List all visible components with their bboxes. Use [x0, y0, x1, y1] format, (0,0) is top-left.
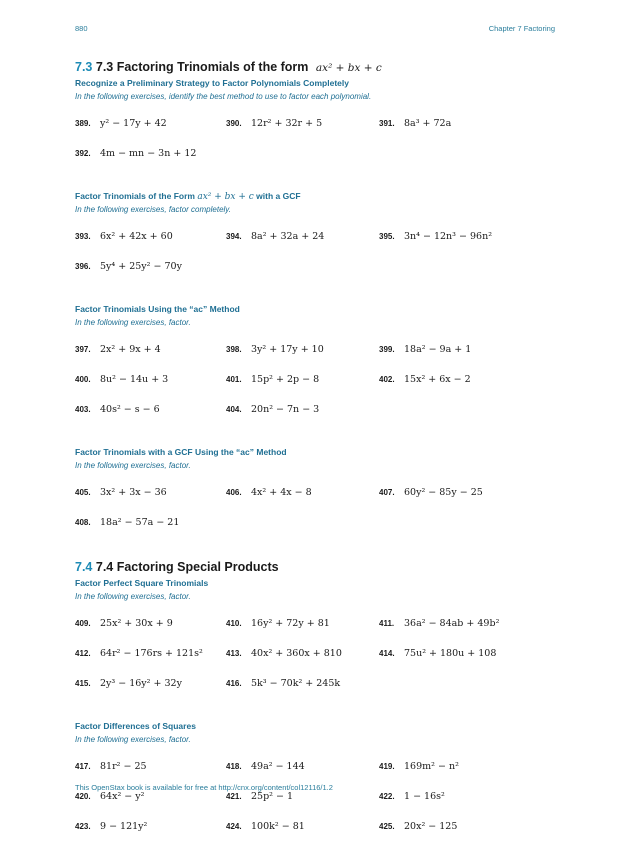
exercise-row	[75, 643, 555, 673]
instructions: In the following exercises, identify the best method to use to factor each polynomial.	[75, 92, 372, 101]
exercise-number: 395.	[379, 232, 395, 241]
exercise-grid	[75, 613, 555, 719]
exercise-expression: 25p² − 1	[251, 791, 294, 802]
exercise-item	[379, 482, 483, 500]
page-header	[75, 24, 555, 38]
exercise-item	[379, 816, 457, 834]
exercise-expression: 3x² + 3x − 36	[100, 487, 167, 498]
subsection-title	[75, 189, 555, 203]
exercise-expression: 20x² − 125	[404, 821, 458, 832]
exercise-expression: 2x² + 9x + 4	[100, 344, 161, 355]
exercise-item	[379, 369, 471, 387]
exercise-grid	[75, 756, 555, 862]
exercise-number: 393.	[75, 232, 91, 241]
instructions: In the following exercises, factor.	[75, 592, 191, 601]
exercise-number: 401.	[226, 375, 242, 384]
exercise-item	[75, 339, 161, 357]
exercise-number: 417.	[75, 762, 91, 771]
exercise-item	[75, 613, 173, 631]
exercise-item	[226, 482, 312, 500]
exercise-expression: 36a² − 84ab + 49b²	[404, 618, 500, 629]
exercise-expression: 100k² − 81	[251, 821, 305, 832]
exercise-expression: 16y² + 72y + 81	[251, 618, 330, 629]
exercise-expression: 75u² + 180u + 108	[404, 648, 497, 659]
exercise-number: 414.	[379, 649, 395, 658]
exercise-expression: 40s² − s − 6	[100, 404, 160, 415]
exercise-expression: 40x² + 360x + 810	[251, 648, 342, 659]
exercise-expression: 81r² − 25	[100, 761, 147, 772]
exercise-item	[75, 756, 147, 774]
exercise-number: 410.	[226, 619, 242, 628]
exercise-number: 423.	[75, 822, 91, 831]
exercise-item	[75, 643, 203, 661]
section-heading: 7.3 Factoring Trinomials of the form	[95, 60, 309, 74]
exercise-expression: 15p² + 2p − 8	[251, 374, 320, 385]
exercise-item	[226, 399, 319, 417]
exercise-row	[75, 512, 555, 542]
subsection-title-text: Factor Trinomials of the Form	[75, 191, 195, 201]
exercise-grid	[75, 113, 555, 189]
exercise-expression: 12r² + 32r + 5	[251, 118, 323, 129]
exercise-expression: 3n⁴ − 12n³ − 96n²	[404, 231, 493, 242]
exercise-expression: 64x² − y²	[100, 791, 145, 802]
exercise-grid	[75, 226, 555, 302]
section-math: ax² + bx + c	[315, 62, 382, 74]
exercise-row	[75, 113, 555, 143]
exercise-row	[75, 143, 555, 173]
exercise-item	[226, 113, 322, 131]
page-number: 880	[75, 24, 88, 33]
exercise-number: 392.	[75, 149, 91, 158]
subsection-title: Recognize a Preliminary Strategy to Factor Polynomials Completely	[75, 78, 349, 88]
exercise-grid	[75, 482, 555, 558]
exercise-grid	[75, 339, 555, 445]
exercise-expression: 49a² − 144	[251, 761, 305, 772]
exercise-row	[75, 399, 555, 429]
exercise-row	[75, 339, 555, 369]
subsection-math: ax² + bx + c	[197, 192, 254, 202]
exercise-item	[379, 226, 492, 244]
instructions: In the following exercises, factor completely.	[75, 205, 231, 214]
exercise-expression: 6x² + 42x + 60	[100, 231, 173, 242]
exercise-number: 402.	[379, 375, 395, 384]
exercise-number: 396.	[75, 262, 91, 271]
exercise-item	[75, 256, 182, 274]
section-number: 7.4	[75, 560, 93, 574]
page-content	[75, 58, 555, 862]
exercise-expression: 169m² − n²	[404, 761, 459, 772]
exercise-number: 399.	[379, 345, 395, 354]
exercise-number: 424.	[226, 822, 242, 831]
exercise-item	[75, 399, 160, 417]
section-7-4-title	[75, 558, 555, 576]
exercise-item	[379, 113, 451, 131]
exercise-number: 389.	[75, 119, 91, 128]
exercise-expression: 5k³ − 70k² + 245k	[251, 678, 341, 689]
exercise-number: 422.	[379, 792, 395, 801]
exercise-item	[75, 482, 167, 500]
exercise-number: 412.	[75, 649, 91, 658]
exercise-item	[226, 369, 319, 387]
exercise-number: 411.	[379, 619, 395, 628]
section-number: 7.3	[75, 60, 93, 74]
exercise-number: 421.	[226, 792, 242, 801]
exercise-number: 391.	[379, 119, 395, 128]
exercise-item	[75, 816, 147, 834]
exercise-item	[226, 339, 324, 357]
exercise-expression: 8a² + 32a + 24	[251, 231, 325, 242]
exercise-number: 418.	[226, 762, 242, 771]
exercise-item	[75, 369, 168, 387]
exercise-number: 415.	[75, 679, 91, 688]
exercise-expression: 18a² − 57a − 21	[100, 517, 180, 528]
exercise-expression: 2y³ − 16y² + 32y	[100, 678, 182, 689]
exercise-row	[75, 256, 555, 286]
exercise-number: 420.	[75, 792, 91, 801]
subsection-title-text: with a GCF	[256, 191, 301, 201]
exercise-row	[75, 816, 555, 846]
exercise-item	[226, 816, 305, 834]
exercise-row	[75, 369, 555, 399]
exercise-number: 425.	[379, 822, 395, 831]
exercise-number: 394.	[226, 232, 242, 241]
exercise-item	[379, 643, 496, 661]
exercise-item	[226, 643, 342, 661]
exercise-number: 408.	[75, 518, 91, 527]
exercise-row	[75, 613, 555, 643]
exercise-item	[75, 512, 179, 530]
exercise-item	[379, 756, 459, 774]
instructions: In the following exercises, factor.	[75, 318, 191, 327]
exercise-number: 400.	[75, 375, 91, 384]
exercise-number: 416.	[226, 679, 242, 688]
exercise-item	[226, 673, 340, 691]
exercise-number: 419.	[379, 762, 395, 771]
exercise-item	[379, 613, 499, 631]
exercise-item	[75, 673, 182, 691]
exercise-expression: 8u² − 14u + 3	[100, 374, 169, 385]
exercise-row	[75, 673, 555, 703]
exercise-number: 413.	[226, 649, 242, 658]
exercise-number: 398.	[226, 345, 242, 354]
exercise-item	[226, 756, 305, 774]
exercise-number: 397.	[75, 345, 91, 354]
exercise-item	[379, 786, 445, 804]
subsection-title: Factor Trinomials with a GCF Using the “ac” Method	[75, 447, 287, 457]
exercise-expression: 64r² − 176rs + 121s²	[100, 648, 203, 659]
exercise-number: 406.	[226, 488, 242, 497]
exercise-expression: 4m − mn − 3n + 12	[100, 148, 197, 159]
chapter-title: Chapter 7 Factoring	[488, 24, 555, 33]
exercise-number: 409.	[75, 619, 91, 628]
exercise-expression: 5y⁴ + 25y² − 70y	[100, 261, 182, 272]
exercise-row	[75, 482, 555, 512]
exercise-expression: 60y² − 85y − 25	[404, 487, 483, 498]
exercise-number: 405.	[75, 488, 91, 497]
subsection-title: Factor Trinomials Using the “ac” Method	[75, 304, 240, 314]
page-footer: This OpenStax book is available for free at http://cnx.org/content/col12116/1.2	[75, 783, 333, 792]
exercise-number: 403.	[75, 405, 91, 414]
exercise-expression: 4x² + 4x − 8	[251, 487, 312, 498]
exercise-expression: 25x² + 30x + 9	[100, 618, 173, 629]
exercise-expression: 9 − 121y²	[100, 821, 148, 832]
exercise-expression: y² − 17y + 42	[100, 118, 167, 129]
exercise-item	[379, 339, 471, 357]
instructions: In the following exercises, factor.	[75, 461, 191, 470]
exercise-item	[226, 226, 324, 244]
section-7-3-title	[75, 58, 555, 76]
exercise-expression: 1 − 16s²	[404, 791, 445, 802]
exercise-row	[75, 226, 555, 256]
exercise-expression: 3y² + 17y + 10	[251, 344, 324, 355]
exercise-item	[75, 113, 167, 131]
exercise-row	[75, 756, 555, 786]
exercise-item	[226, 613, 330, 631]
exercise-expression: 8a³ + 72a	[404, 118, 452, 129]
exercise-expression: 20n² − 7n − 3	[251, 404, 320, 415]
section-heading: 7.4 Factoring Special Products	[95, 560, 279, 574]
exercise-number: 390.	[226, 119, 242, 128]
exercise-expression: 15x² + 6x − 2	[404, 374, 471, 385]
exercise-item	[75, 143, 196, 161]
subsection-title: Factor Differences of Squares	[75, 721, 196, 731]
exercise-number: 404.	[226, 405, 242, 414]
exercise-item	[75, 226, 173, 244]
instructions: In the following exercises, factor.	[75, 735, 191, 744]
subsection-title: Factor Perfect Square Trinomials	[75, 578, 209, 588]
exercise-number: 407.	[379, 488, 395, 497]
exercise-expression: 18a² − 9a + 1	[404, 344, 472, 355]
